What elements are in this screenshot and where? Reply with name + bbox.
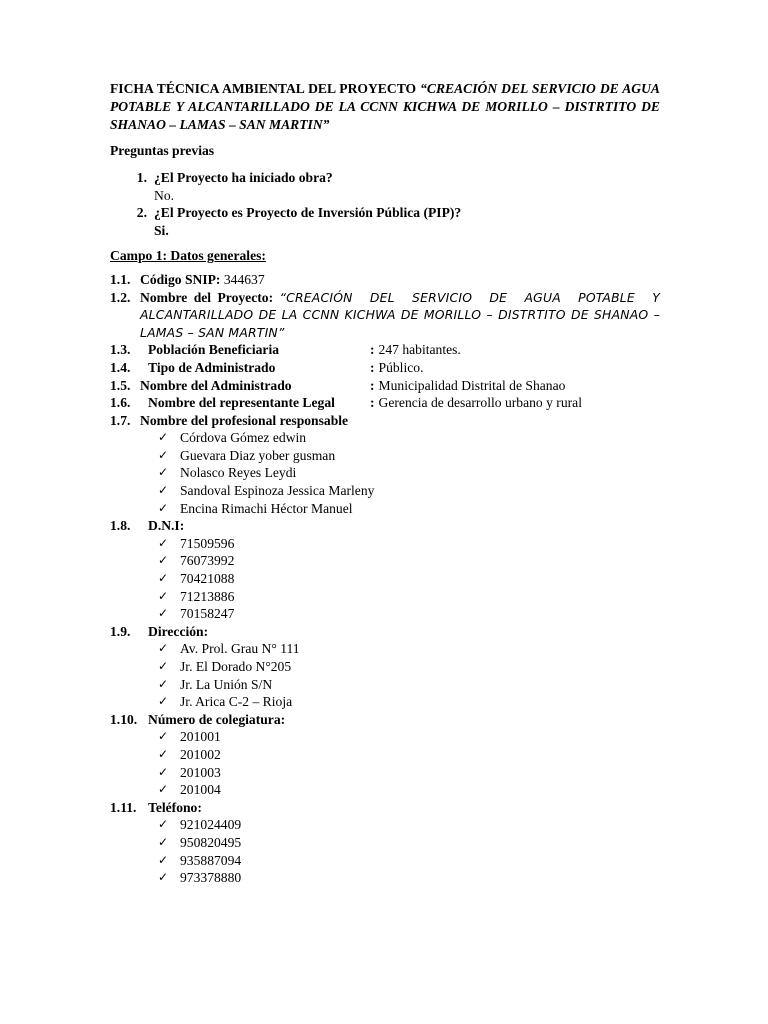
list-item-text: Encina Rimachi Héctor Manuel	[180, 500, 353, 516]
field-label: D.N.I:	[148, 518, 185, 534]
list-item	[110, 852, 660, 870]
list-item-text: Jr. Arica C-2 – Rioja	[180, 694, 293, 710]
field-number: 1.8.	[110, 518, 131, 534]
list-item	[110, 552, 660, 570]
direccion-list	[110, 640, 660, 710]
list-item	[110, 605, 660, 623]
check-icon: ✓	[158, 782, 169, 797]
check-icon: ✓	[158, 641, 169, 656]
field-colon: :	[370, 395, 375, 411]
check-icon: ✓	[158, 729, 169, 744]
field-value-line1: “CREACIÓN DEL SERVICIO DE AGUA POTABLE Y	[279, 289, 660, 305]
field-label: Número de colegiatura:	[148, 711, 286, 727]
field-number: 1.7.	[110, 412, 131, 428]
field-number: 1.9.	[110, 623, 131, 639]
list-item	[110, 693, 660, 711]
field-label: Nombre del representante Legal	[148, 395, 335, 411]
field-number: 1.6.	[110, 395, 131, 411]
field-dni	[110, 517, 660, 535]
pregunta-2	[110, 204, 660, 222]
field-value: 344637	[220, 271, 265, 287]
list-item-text: 76073992	[180, 553, 235, 569]
telefono-list	[110, 816, 660, 886]
list-item	[110, 834, 660, 852]
field-number: 1.5.	[110, 377, 131, 393]
list-item	[110, 570, 660, 588]
list-item	[110, 781, 660, 799]
list-item-text: 921024409	[180, 817, 242, 833]
list-item-text: 973378880	[180, 870, 242, 886]
list-item-text: 935887094	[180, 852, 242, 868]
list-item-text: 201001	[180, 729, 221, 745]
field-value: Municipalidad Distrital de Shanao	[378, 377, 566, 393]
list-item	[110, 676, 660, 694]
check-icon: ✓	[158, 659, 169, 674]
list-item	[110, 658, 660, 676]
list-item-text: Guevara Diaz yober gusman	[180, 447, 336, 463]
check-icon: ✓	[158, 834, 169, 849]
field-number: 1.2.	[110, 289, 131, 305]
field-value: Gerencia de desarrollo urbano y rural	[378, 395, 582, 411]
list-item-text: Jr. El Dorado N°205	[180, 659, 292, 675]
pregunta-text: ¿El Proyecto ha iniciado obra?	[154, 169, 333, 185]
check-icon: ✓	[158, 500, 169, 515]
field-tipo-administrado	[110, 359, 660, 377]
check-icon: ✓	[158, 817, 169, 832]
field-number: 1.1.	[110, 271, 131, 287]
check-icon: ✓	[158, 764, 169, 779]
check-icon: ✓	[158, 588, 169, 603]
field-label: Nombre del Proyecto:	[140, 289, 280, 305]
field-colon: :	[370, 359, 375, 375]
list-item-text: 201004	[180, 782, 221, 798]
check-icon: ✓	[158, 553, 169, 568]
field-label: Teléfono:	[148, 799, 202, 815]
pregunta-number: 1.	[136, 169, 147, 185]
field-representante-legal	[110, 394, 660, 412]
field-label: Tipo de Administrado	[148, 359, 276, 375]
colegiatura-list	[110, 728, 660, 798]
field-value: Público.	[378, 359, 424, 375]
list-item-text: 950820495	[180, 834, 242, 850]
field-number: 1.3.	[110, 342, 131, 358]
list-item-text: 201003	[180, 764, 221, 780]
list-item	[110, 464, 660, 482]
list-item	[110, 482, 660, 500]
document-content	[110, 80, 660, 887]
list-item-text: Jr. La Unión S/N	[180, 676, 273, 692]
field-value: 247 habitantes.	[378, 342, 461, 358]
field-label: Dirección:	[148, 623, 209, 639]
check-icon: ✓	[158, 606, 169, 621]
list-item	[110, 535, 660, 553]
list-item-text: Sandoval Espinoza Jessica Marleny	[180, 483, 375, 499]
campo-1-heading: Campo 1: Datos generales:	[110, 248, 266, 264]
field-label: Nombre del profesional responsable	[140, 412, 349, 428]
preguntas-list	[110, 169, 660, 239]
document-title	[110, 80, 660, 133]
check-icon: ✓	[158, 571, 169, 586]
field-number: 1.4.	[110, 359, 131, 375]
field-direccion	[110, 623, 660, 641]
check-icon: ✓	[158, 852, 169, 867]
profesional-list	[110, 429, 660, 517]
check-icon: ✓	[158, 483, 169, 498]
pregunta-1	[110, 169, 660, 187]
list-item	[110, 816, 660, 834]
list-item	[110, 447, 660, 465]
title-plain: FICHA TÉCNICA AMBIENTAL DEL PROYECTO	[110, 81, 421, 96]
list-item	[110, 728, 660, 746]
field-nombre-proyecto	[110, 289, 660, 342]
field-label: Código SNIP:	[140, 271, 221, 287]
list-item	[110, 640, 660, 658]
field-colon: :	[370, 342, 375, 358]
check-icon: ✓	[158, 676, 169, 691]
field-value-continued: ALCANTARILLADO DE LA CCNN KICHWA DE MORILLO – DISTRTITO DE SHANAO – LAMAS – SAN MARTIN”	[140, 307, 660, 340]
check-icon: ✓	[158, 447, 169, 462]
check-icon: ✓	[158, 746, 169, 761]
field-telefono	[110, 799, 660, 817]
field-number: 1.10.	[110, 711, 138, 727]
field-nombre-administrado	[110, 377, 660, 395]
check-icon: ✓	[158, 870, 169, 885]
field-colon: :	[370, 377, 375, 393]
field-label: Nombre del Administrado	[140, 377, 292, 393]
pregunta-answer: No.	[154, 187, 175, 203]
list-item-text: Nolasco Reyes Leydi	[180, 465, 297, 481]
pregunta-text: ¿El Proyecto es Proyecto de Inversión Pública (PIP)?	[154, 205, 462, 221]
list-item	[110, 588, 660, 606]
dni-list	[110, 535, 660, 623]
list-item-text: 201002	[180, 746, 221, 762]
list-item	[110, 746, 660, 764]
preguntas-heading: Preguntas previas	[110, 143, 215, 159]
check-icon: ✓	[158, 694, 169, 709]
list-item-text: 70158247	[180, 606, 235, 622]
field-label: Población Beneficiaria	[148, 342, 280, 358]
list-item-text: 71213886	[180, 588, 235, 604]
check-icon: ✓	[158, 535, 169, 550]
list-item	[110, 500, 660, 518]
list-item-text: Av. Prol. Grau N° 111	[180, 641, 300, 657]
field-colegiatura	[110, 711, 660, 729]
field-codigo-snip	[110, 271, 660, 289]
check-icon: ✓	[158, 465, 169, 480]
list-item	[110, 869, 660, 887]
pregunta-number: 2.	[136, 205, 147, 221]
list-item-text: 70421088	[180, 571, 235, 587]
list-item-text: Córdova Gómez edwin	[180, 430, 307, 446]
field-number: 1.11.	[110, 799, 137, 815]
check-icon: ✓	[158, 430, 169, 445]
list-item	[110, 429, 660, 447]
list-item	[110, 764, 660, 782]
title-italic: “CREACIÓN DEL SERVICIO DE AGUA POTABLE Y ALCANTARILLADO DE LA CCNN KICHWA DE MORILLO – DISTRTITO DE SHANAO – LAMAS – SAN MARTIN”	[110, 81, 660, 132]
list-item-text: 71509596	[180, 535, 235, 551]
field-profesional-responsable	[110, 412, 660, 430]
pregunta-answer: Si.	[154, 222, 169, 238]
field-poblacion	[110, 341, 660, 359]
